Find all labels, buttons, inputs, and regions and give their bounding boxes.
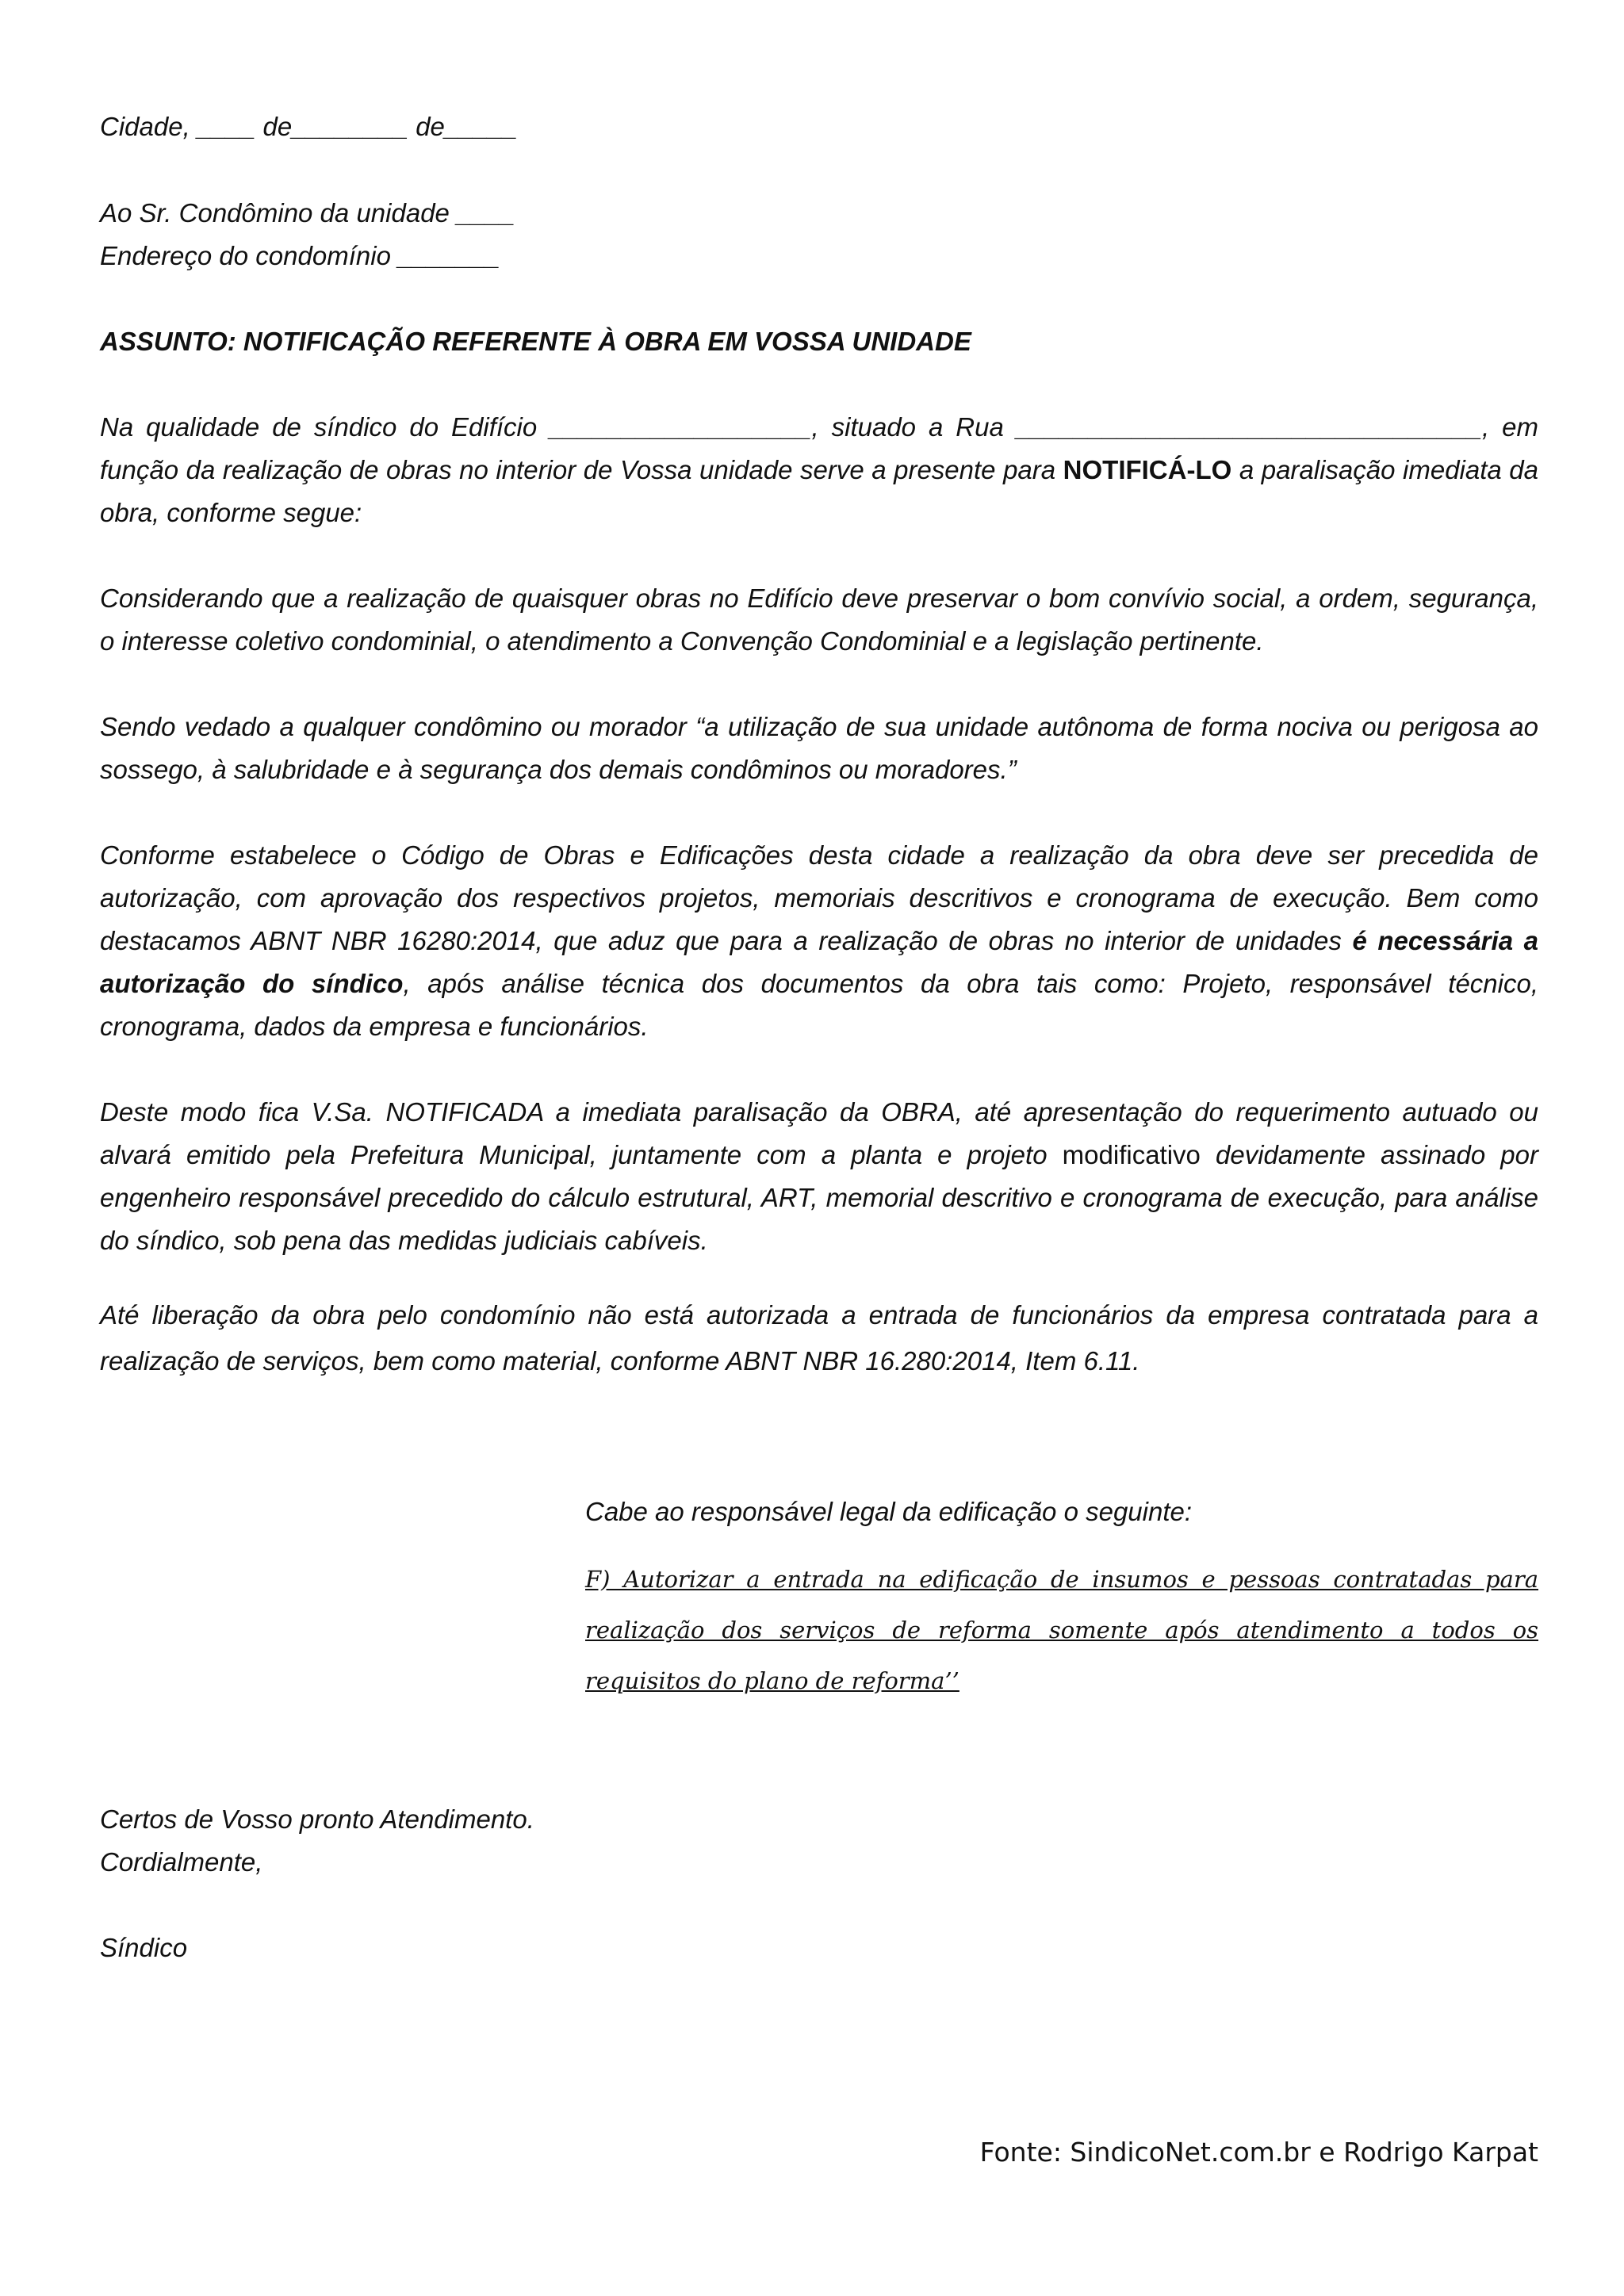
- quote-block: [585, 1490, 1538, 1706]
- paragraph-notification-upright: modificativo: [1062, 1140, 1201, 1169]
- closing-line: Certos de Vosso pronto Atendimento.: [100, 1804, 534, 1834]
- paragraph-prohibition: Sendo vedado a qualquer condômino ou morador “a utilização de sua unidade autônoma de forma nociva ou perigosa ao sossego, à salubridade e à segurança dos demais condôminos ou moradores.”: [100, 712, 1538, 784]
- paragraph-code-bold: é necessária a autorização do síndico: [100, 926, 1538, 998]
- paragraph-intro: [100, 406, 1538, 534]
- signature: Síndico: [100, 1933, 188, 1962]
- paragraph-intro-text-a: Na qualidade de síndico do Edifício __________________, situado a Rua ________________________________, em função da realização de obras no interior de Vossa unidade serve a presente para: [100, 412, 1538, 484]
- paragraph-release: Até liberação da obra pelo condomínio não está autorizada a entrada de funcionários da empresa contratada para a realização de serviços, bem como material, conforme ABNT NBR 16.280:2014, Item 6.11.: [100, 1300, 1538, 1376]
- quote-intro: Cabe ao responsável legal da edificação o seguinte:: [585, 1497, 1193, 1526]
- paragraph-code: [100, 834, 1538, 1048]
- paragraph-notification: [100, 1091, 1538, 1262]
- paragraph-intro-bold: NOTIFICÁ-LO: [1063, 455, 1232, 484]
- paragraph-considering: Considerando que a realização de quaisquer obras no Edifício deve preservar o bom convívio social, a ordem, segurança, o interesse coletivo condominial, o atendimento a Convenção Condominial e a legislação pertinente.: [100, 584, 1538, 656]
- subject-heading: ASSUNTO: NOTIFICAÇÃO REFERENTE À OBRA EM VOSSA UNIDADE: [100, 327, 971, 356]
- paragraph-notification-text-b: devidamente assinado por engenheiro responsável precedido do cálculo estrutural, ART, memorial descritivo e cronograma de execução, para análise do síndico, sob pena das medidas judiciais cabíveis.: [100, 1140, 1538, 1255]
- footer-source: Fonte: SindicoNet.com.br e Rodrigo Karpat: [979, 2137, 1538, 2168]
- recipient-address-line: Endereço do condomínio _______: [100, 241, 500, 270]
- paragraph-notification-text-a: Deste modo fica V.Sa. NOTIFICADA a imediata paralisação da OBRA, até apresentação do requerimento autuado ou alvará emitido pela Prefeitura Municipal, juntamente com a planta e projeto: [100, 1097, 1538, 1169]
- date-line: Cidade, ____ de________ de_____: [100, 112, 518, 141]
- paragraph-code-text-b: , após análise técnica dos documentos da obra tais como: Projeto, responsável técnico, cronograma, dados da empresa e funcionários.: [100, 969, 1539, 1041]
- closing-greeting: Cordialmente,: [100, 1847, 263, 1877]
- paragraph-code-text-a: Conforme estabelece o Código de Obras e Edificações desta cidade a realização da obra deve ser precedida de autorização, com aprovação dos respectivos projetos, memoriais descritivos e cronograma de execução. Bem como destacamos ABNT NBR 16280:2014, que aduz que para a realização de obras no interior de unidades: [100, 840, 1538, 955]
- paragraph-intro-text-b: a paralisação imediata da obra, conforme segue:: [100, 455, 1538, 527]
- quote-text: F) Autorizar a entrada na edificação de insumos e pessoas contratadas para realização dos serviços de reforma somente após atendimento a todos os requisitos do plano de reforma’’: [585, 1566, 1538, 1694]
- recipient-unit-line: Ao Sr. Condômino da unidade ____: [100, 198, 515, 228]
